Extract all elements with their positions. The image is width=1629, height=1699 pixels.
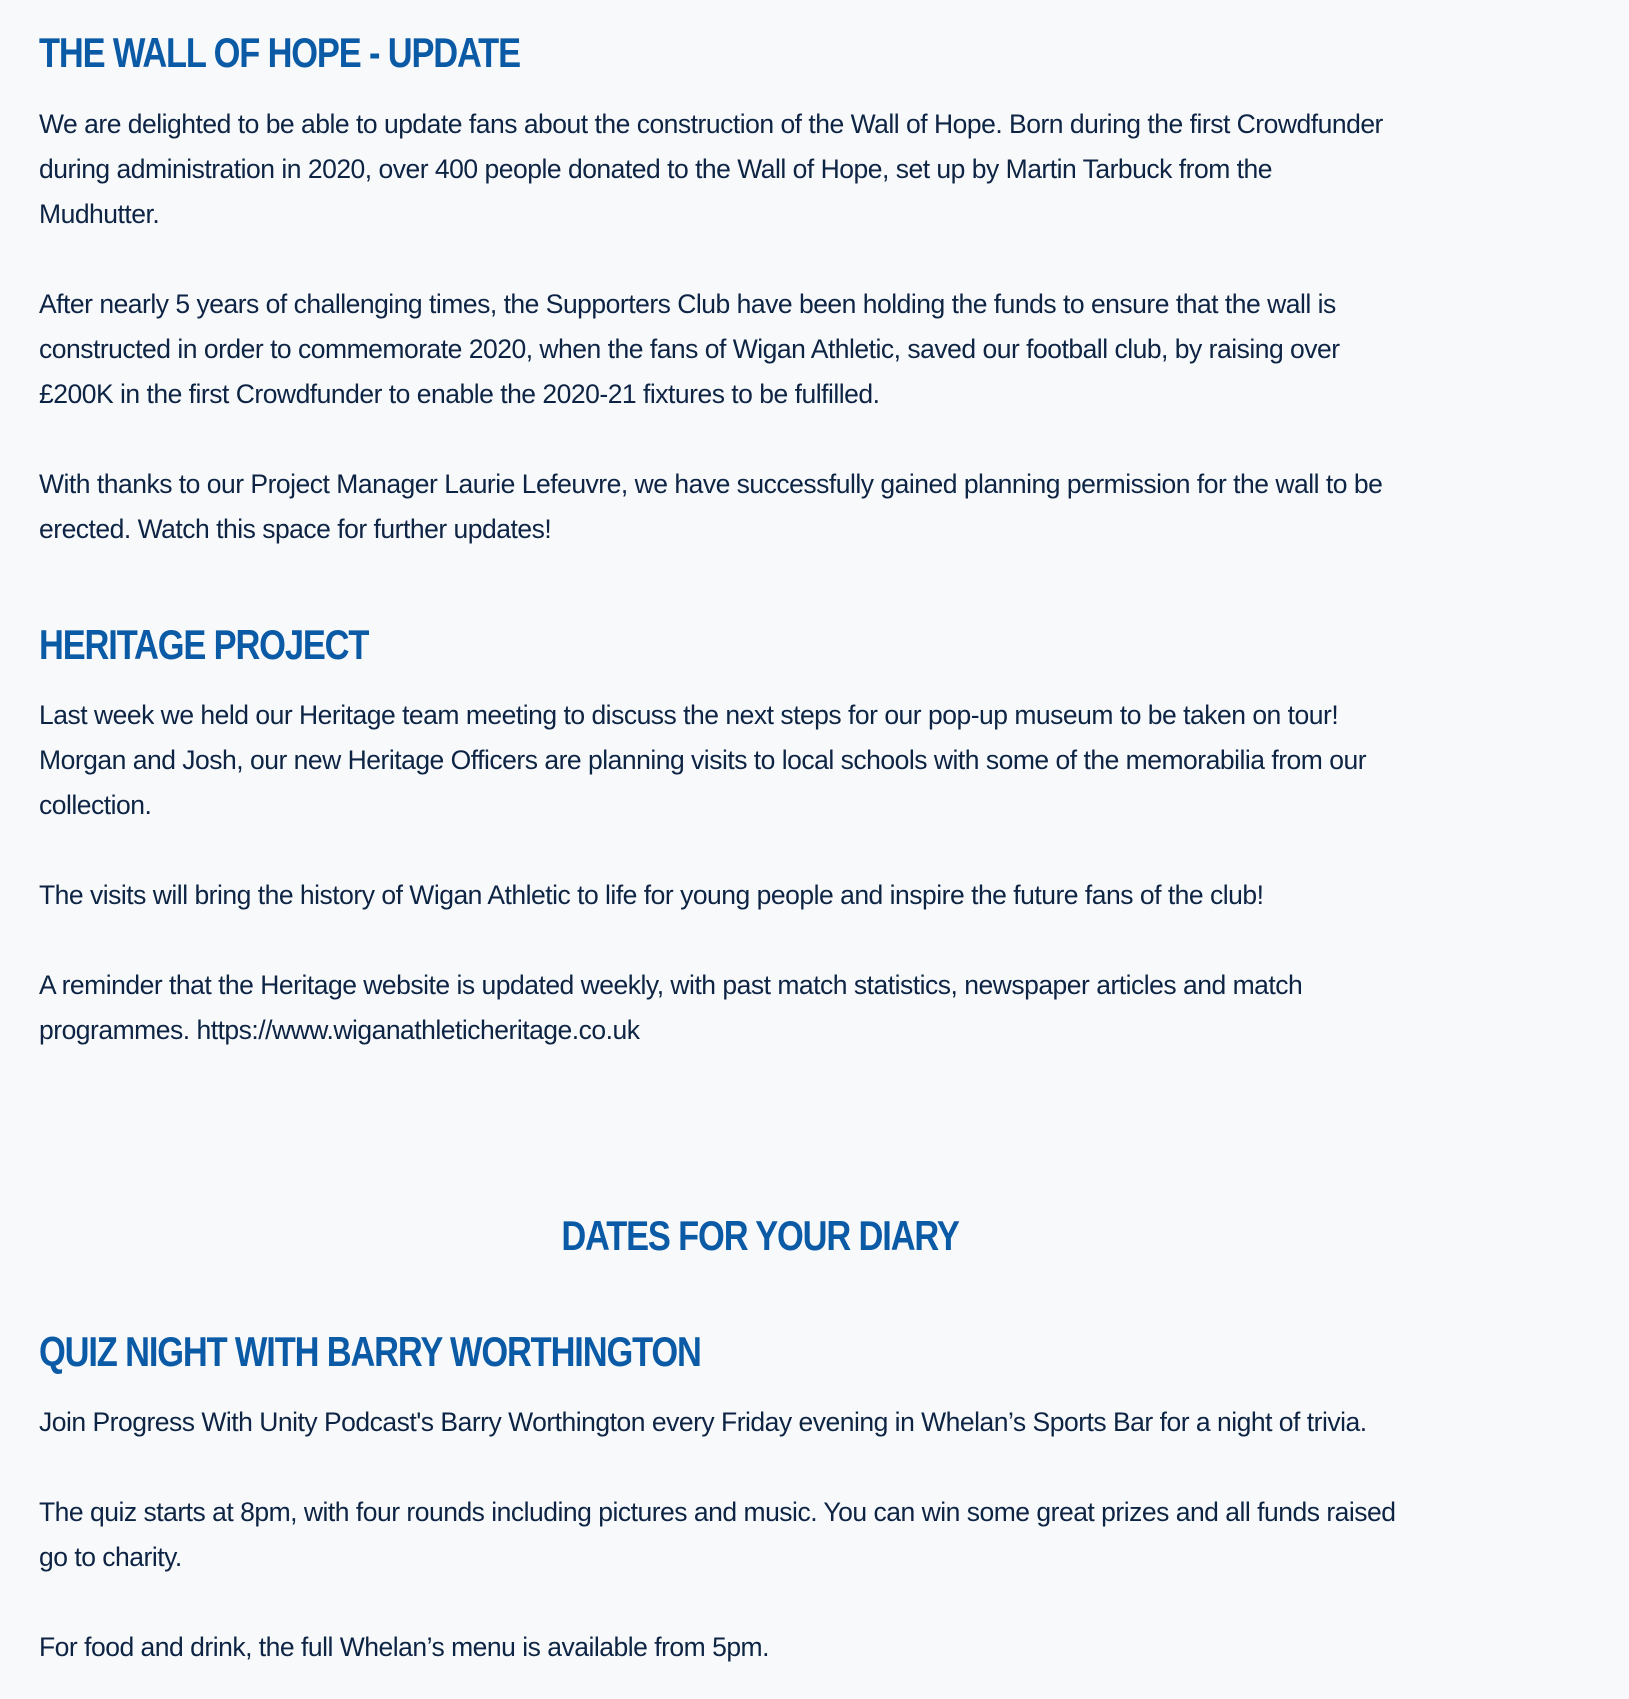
quiz-paragraph-3	[39, 1625, 1479, 1670]
heritage-paragraph-2	[39, 873, 1479, 918]
quiz-night-heading: QUIZ NIGHT WITH BARRY WORTHINGTON	[39, 1328, 701, 1375]
quiz-paragraph-2	[39, 1490, 1479, 1580]
wall-of-hope-paragraph-1	[39, 102, 1479, 237]
text-line: Join Progress With Unity Podcast's Barry Worthington every Friday evening in Whelan’s Sports Bar for a night of trivia.	[39, 1407, 1367, 1437]
text-line: go to charity.	[39, 1542, 182, 1572]
wall-of-hope-heading: THE WALL OF HOPE - UPDATE	[39, 29, 520, 76]
heritage-project-heading: HERITAGE PROJECT	[39, 621, 369, 668]
text-line: The quiz starts at 8pm, with four rounds including pictures and music. You can win some great prizes and all funds raised	[39, 1497, 1396, 1527]
text-line: Morgan and Josh, our new Heritage Officers are planning visits to local schools with some of the memorabilia from our	[39, 745, 1367, 775]
heritage-paragraph-1	[39, 693, 1479, 828]
text-line: constructed in order to commemorate 2020, when the fans of Wigan Athletic, saved our football club, by raising over	[39, 334, 1340, 364]
quiz-paragraph-1	[39, 1400, 1479, 1445]
text-line: For food and drink, the full Whelan’s menu is available from 5pm.	[39, 1632, 769, 1662]
text-line: Last week we held our Heritage team meeting to discuss the next steps for our pop-up museum to be taken on tour!	[39, 700, 1339, 730]
text-line: £200K in the first Crowdfunder to enable the 2020-21 fixtures to be fulfilled.	[39, 379, 880, 409]
heritage-website-link[interactable]: https://www.wiganathleticheritage.co.uk	[196, 1015, 640, 1045]
text-line	[39, 1008, 1479, 1053]
text-line: With thanks to our Project Manager Laurie Lefeuvre, we have successfully gained planning permission for the wall to be	[39, 469, 1383, 499]
text-line: erected. Watch this space for further updates!	[39, 514, 552, 544]
text-fragment: programmes.	[39, 1015, 197, 1045]
heritage-paragraph-3	[39, 963, 1479, 1053]
wall-of-hope-paragraph-3	[39, 462, 1479, 552]
text-line: After nearly 5 years of challenging times, the Supporters Club have been holding the funds to ensure that the wall is	[39, 289, 1336, 319]
wall-of-hope-paragraph-2	[39, 282, 1479, 417]
text-line: Mudhutter.	[39, 199, 160, 229]
text-line: A reminder that the Heritage website is updated weekly, with past match statistics, newspaper articles and match	[39, 970, 1303, 1000]
text-line: We are delighted to be able to update fans about the construction of the Wall of Hope. Born during the first Crowdfunder	[39, 109, 1383, 139]
text-line: collection.	[39, 790, 152, 820]
text-line: The visits will bring the history of Wigan Athletic to life for young people and inspire the future fans of the club!	[39, 880, 1264, 910]
text-line: during administration in 2020, over 400 people donated to the Wall of Hope, set up by Martin Tarbuck from the	[39, 154, 1272, 184]
dates-for-your-diary-heading: DATES FOR YOUR DIARY	[561, 1212, 959, 1259]
